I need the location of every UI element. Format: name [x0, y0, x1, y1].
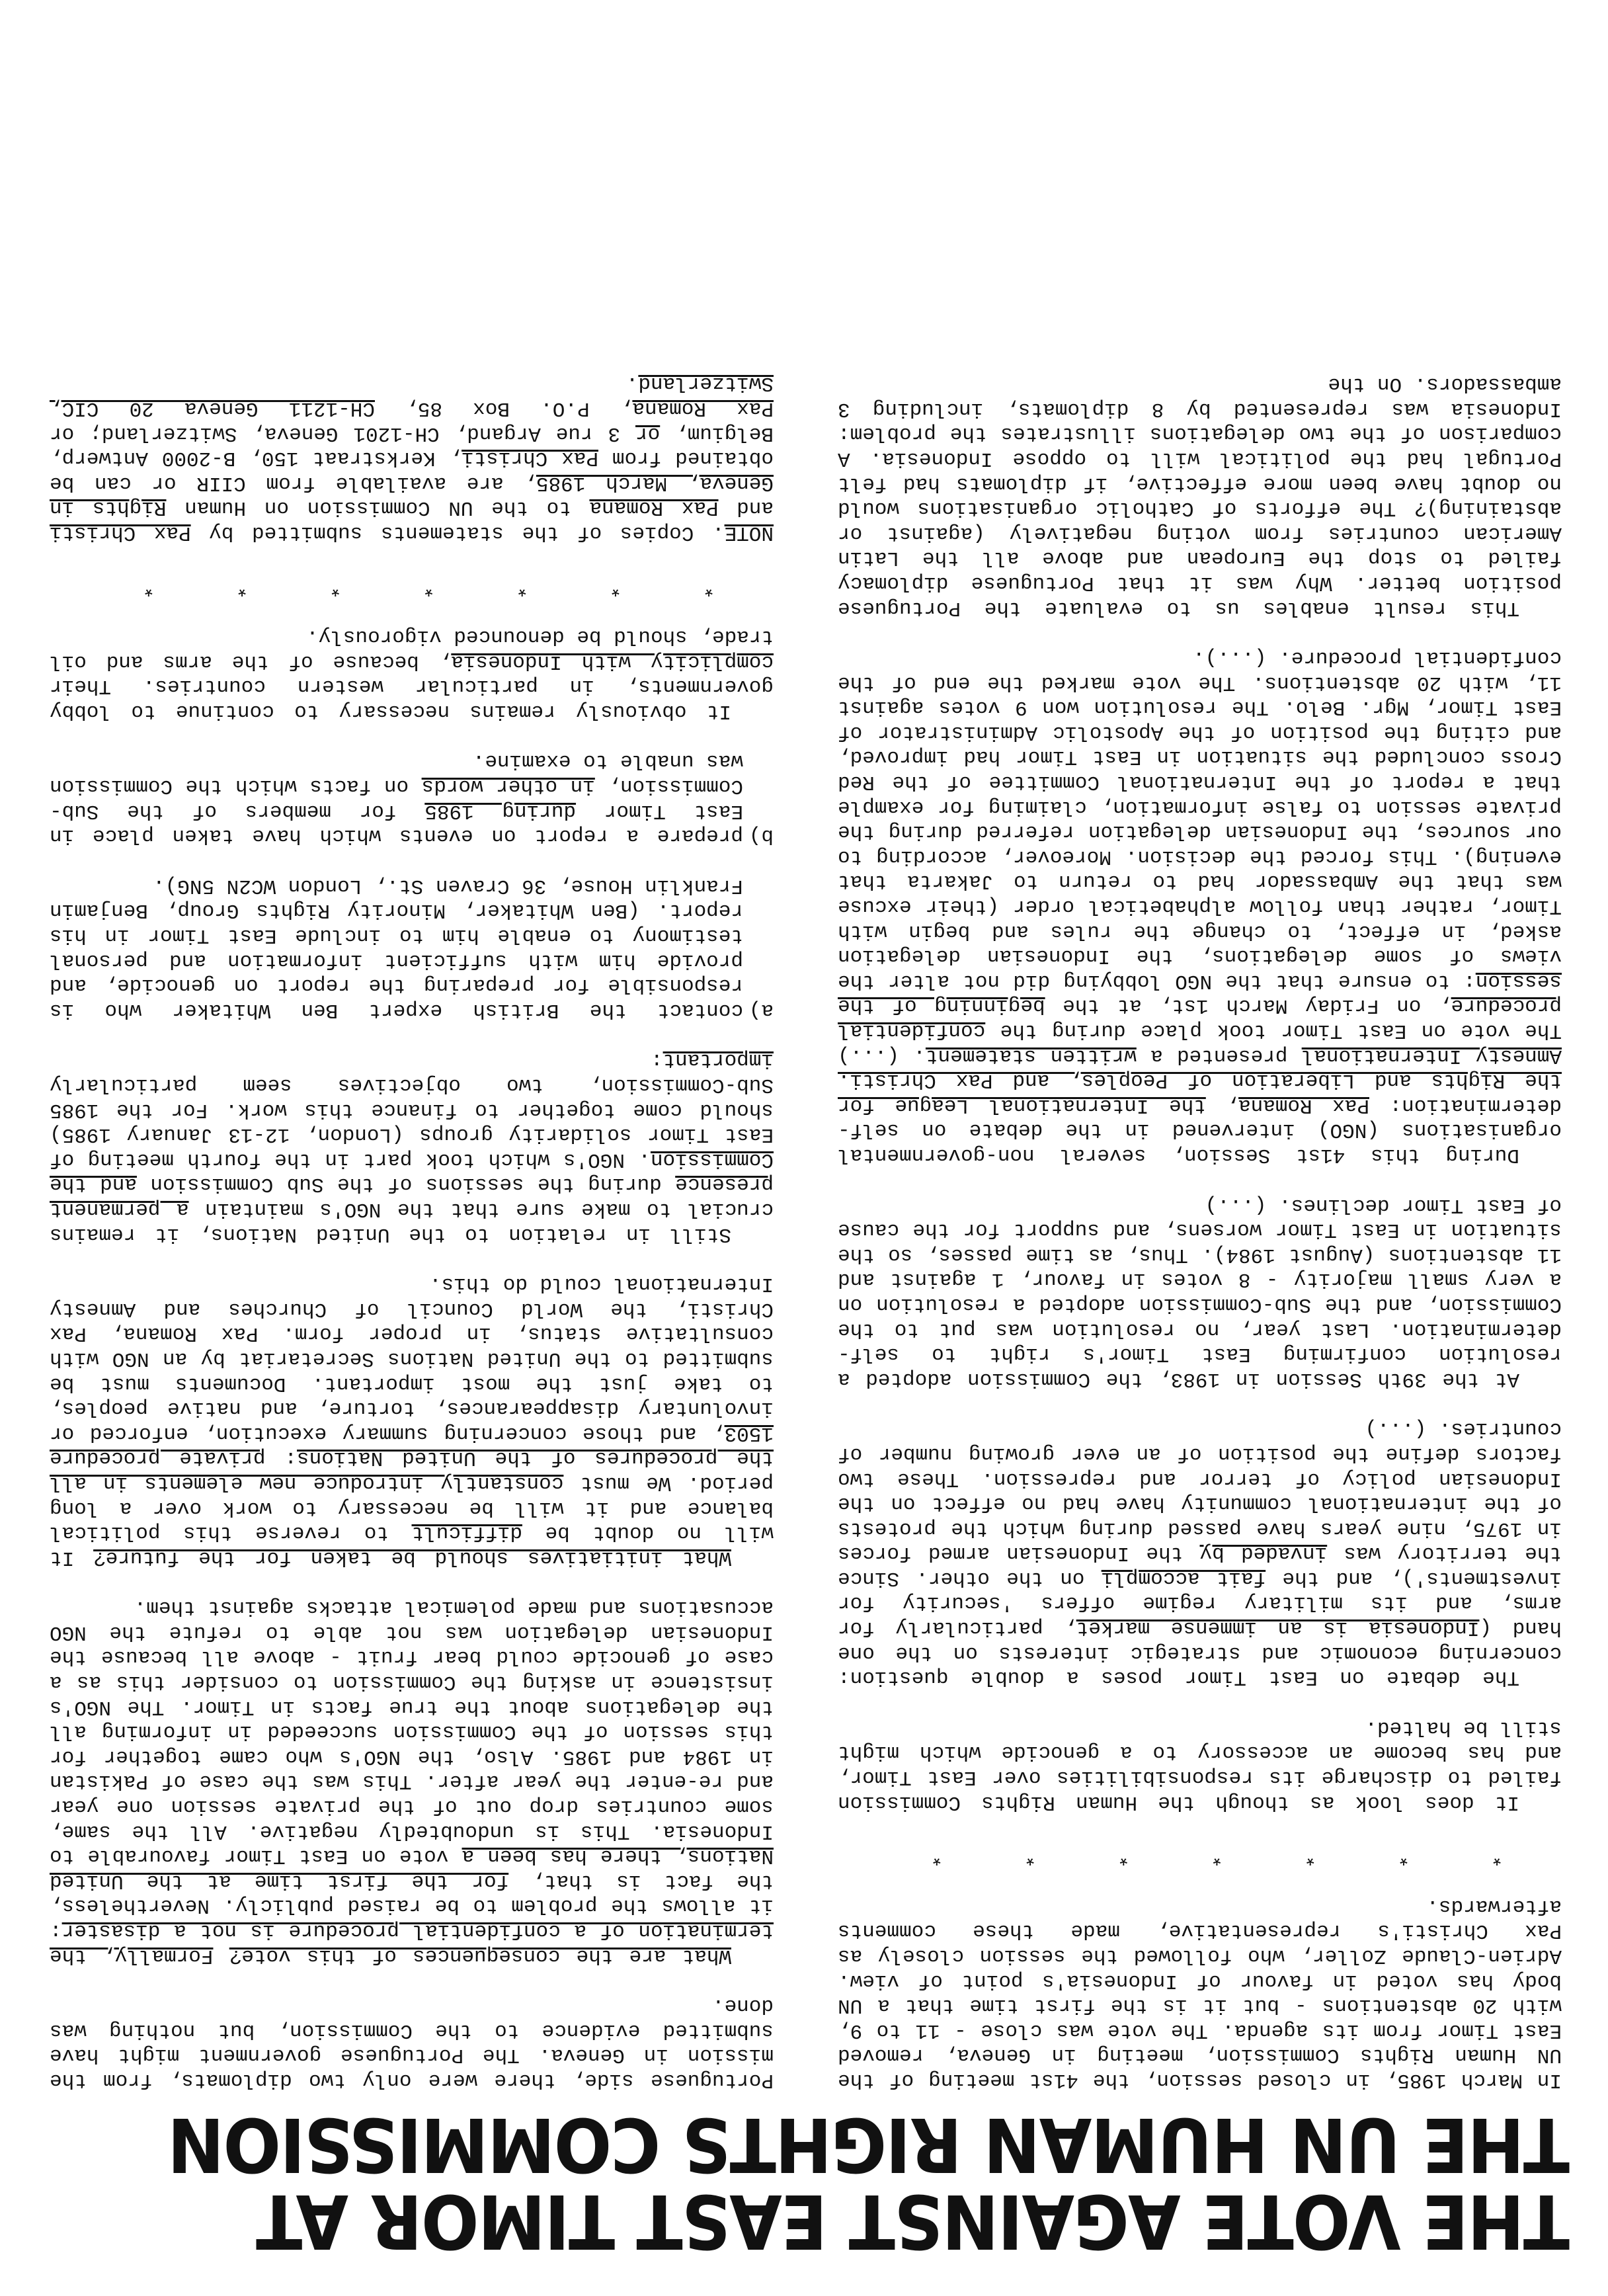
section-divider-stars: * * * * * * *: [896, 1844, 1504, 1868]
paragraph: What are the consequences of this vote? Formally, the termination of a confidential procedure is not a disaster: it allows the problem to be raised publicly. Nevertheless, the fact is that, for the first time at the United Nations, there has been a vote on East Timor favourable to Indonesia. This is undoubtedly negative. All the same, some countries drop out of the private session one year and re-enter the year after. This was the case of Pakistan in 1984 and 1985. Also, the NGO's who came together for this session of the Commission succeeded in informing all the delegations about the true facts in Timor. The NGO's insistence in asking the Commission to consider this as a case of genocide could bear fruit - above all because the Indonesian delegation was not able to refute the NGO accusations and made polemical attacks against them.: [50, 1596, 774, 1967]
paragraph: It does look as though the Human Rights Commission failed to discharge its responsibilities over East Timor, and has become an accessory to a genocide which might still be halted.: [838, 1715, 1562, 1814]
paragraph: Still in relation to the United Nations, it remains crucial to make sure that the NGO's maintain a permanent presence during the sessions of the Sub Commission and the Commission. NGO's which took part in the fourth meeting of East Timor solidarity groups (London, 12-13 January 1985) should come together to finance this work. For the 1985 Sub-Commission, two objectives seem particularly important:: [50, 1048, 774, 1246]
left-column: [838, 347, 1562, 2092]
right-column: [50, 346, 774, 2092]
paragraph: This result enables us to evaluate the Portuguese position better. Why was it that Portuguese diplomacy failed to stop the European and above all the Latin American countries from voting negatively (against or abstaining)? The efforts of Catholic organisations would no doubt have been more effective, if diplomats had felt Portugal had the political will to oppose Indonesia. A comparison of the two delegations illustrates the problem: Indonesia was represented by 8 diplomats, including 3 ambassadors. On the: [838, 372, 1562, 620]
note-paragraph: NOTE. Copies of the statements submitted by Pax Christi and Pax Romana to the UN Commission on Human Rights in Geneva, March 1985, are available from CIIR or can be obtained from Pax Christi, Kerkstraat 150, B-2000 Antwerp, Belgium, or 3 rue Argand, CH-1201 Geneva, Switzerland; or Pax Romana, P.O. Box 85, CH-1211 Geneva 20 CIC, Switzerland.: [49, 372, 774, 544]
paragraph: During this 41st Session, several non-governmental organisations (NGO) intervened in the debate on self-determination: Pax Romana, the International League for the Rights and Liberation of Peoples, and Pax Christi. Amnesty International presented a written statement. (...) The vote on East Timor took place during the confidential procedure, on Friday March 1st, at the beginning of the session: to ensure that the NGO lobbying did not alter the views of some delegations, the Indonesian delegation asked, in effect, to change the rules and begin with Timor, rather than follow alphabetical order (their excuse was that the Ambassador had to return to Jakarta that evening). This forced the decision. Moreover, according to our sources, the Indonesian delegation referred during the private session to false information, claiming for example that a report of the International Committee of the Red Cross concluded the situation in East Timor had improved, and citing the position of the Apostolic Administrator of East Timor, Mgr. Belo. The resolution won 9 votes against 11, with 20 abstentions. The vote marked the end of the confidential procedure. (...).: [838, 646, 1562, 1167]
list-item-a: a) contact the British expert Ben Whitaker who is responsible for preparing the report on genocide, and provide him with sufficient information and personal testimony to enable him to include East Timor in his report. (Ben Whitaker, Minority Rights Group, Benjamin Franklin House, 36 Craven St., London WC2N 5NG).: [50, 874, 774, 1022]
article-title: [159, 2101, 1570, 2264]
section-divider-stars: * * * * * * *: [108, 575, 715, 598]
title-line-1: THE VOTE AGAINST EAST TIMOR AT: [257, 2178, 1570, 2264]
intro-paragraph: In March 1985, in closed session, the 41st meeting of the UN Human Rights Commission, meeting in Geneva, removed East Timor from its agenda. The vote was close - 11 to 9, with 20 abstentions - but it is the first time that a UN body has voted in favour of Indonesia's point of view. Adrien-Claude Zoller, who followed the session closely as Pax Christi's representative, made these comments afterwards.: [838, 1894, 1562, 2092]
paragraph: What initiatives should be taken for the future? It will no doubt be difficult to reverse this political balance and it will be necessary to work over a long period. We must constantly introduce new elements in all the procedures of the United Nations: private procedure 1503, and those concerning summary execution, enforced or involuntary disappearances, torture, and native peoples, to take just the most important. Documents must be submitted to the United Nations Secretariat by an NGO with consultative status, in proper form. Pax Romana, Pax Christi, the World Council of Churches and Amnesty International could do this.: [50, 1272, 774, 1569]
title-line-2: THE UN HUMAN RIGHTS COMMISSION: [168, 2101, 1570, 2187]
paragraph: The debate on East Timor poses a double question: concerning economic and strategic interests on the one hand (Indonesia is an immense market, particularly for arms, and its military regime offers 'security for investments'), and the fait accompli on the other. Since the territory was invaded by the Indonesian armed forces in 1975, nine years have passed during which the protests of the international community have had no effect on the Indonesian policy of terror and repression. These two factors define the position of an ever growing number of countries. (...): [837, 1417, 1562, 1690]
list-item-b: b) prepare a report on events which have taken place in East Timor during 1985 for members of the Sub-Commission, in other words on facts which the Commission was unable to examine.: [50, 749, 774, 848]
paragraph: Portuguese side, there were only two diplomats, from the mission in Geneva. The Portuguese government might have submitted evidence to the Commission, but nothing was done.: [50, 1994, 774, 2092]
paragraph: At the 39th Session in 1983, the Commission adopted a resolution confirming East Timor's right to self-determination. Last year, no resolution was put to the Commission, and the Sub-Commission adopted a resolution on a very small majority - 8 votes in favour, 1 against and 11 abstentions (August 1984). Thus, as time passes, so the situation in East Timor worsens, and support for the cause of East Timor declines. (...): [838, 1193, 1562, 1391]
paragraph: It obviously remains necessary to continue to lobby governments, in particular western countries. Their complicity with Indonesia, because of the arms and oil trade, should be denounced vigorously.: [50, 625, 774, 723]
